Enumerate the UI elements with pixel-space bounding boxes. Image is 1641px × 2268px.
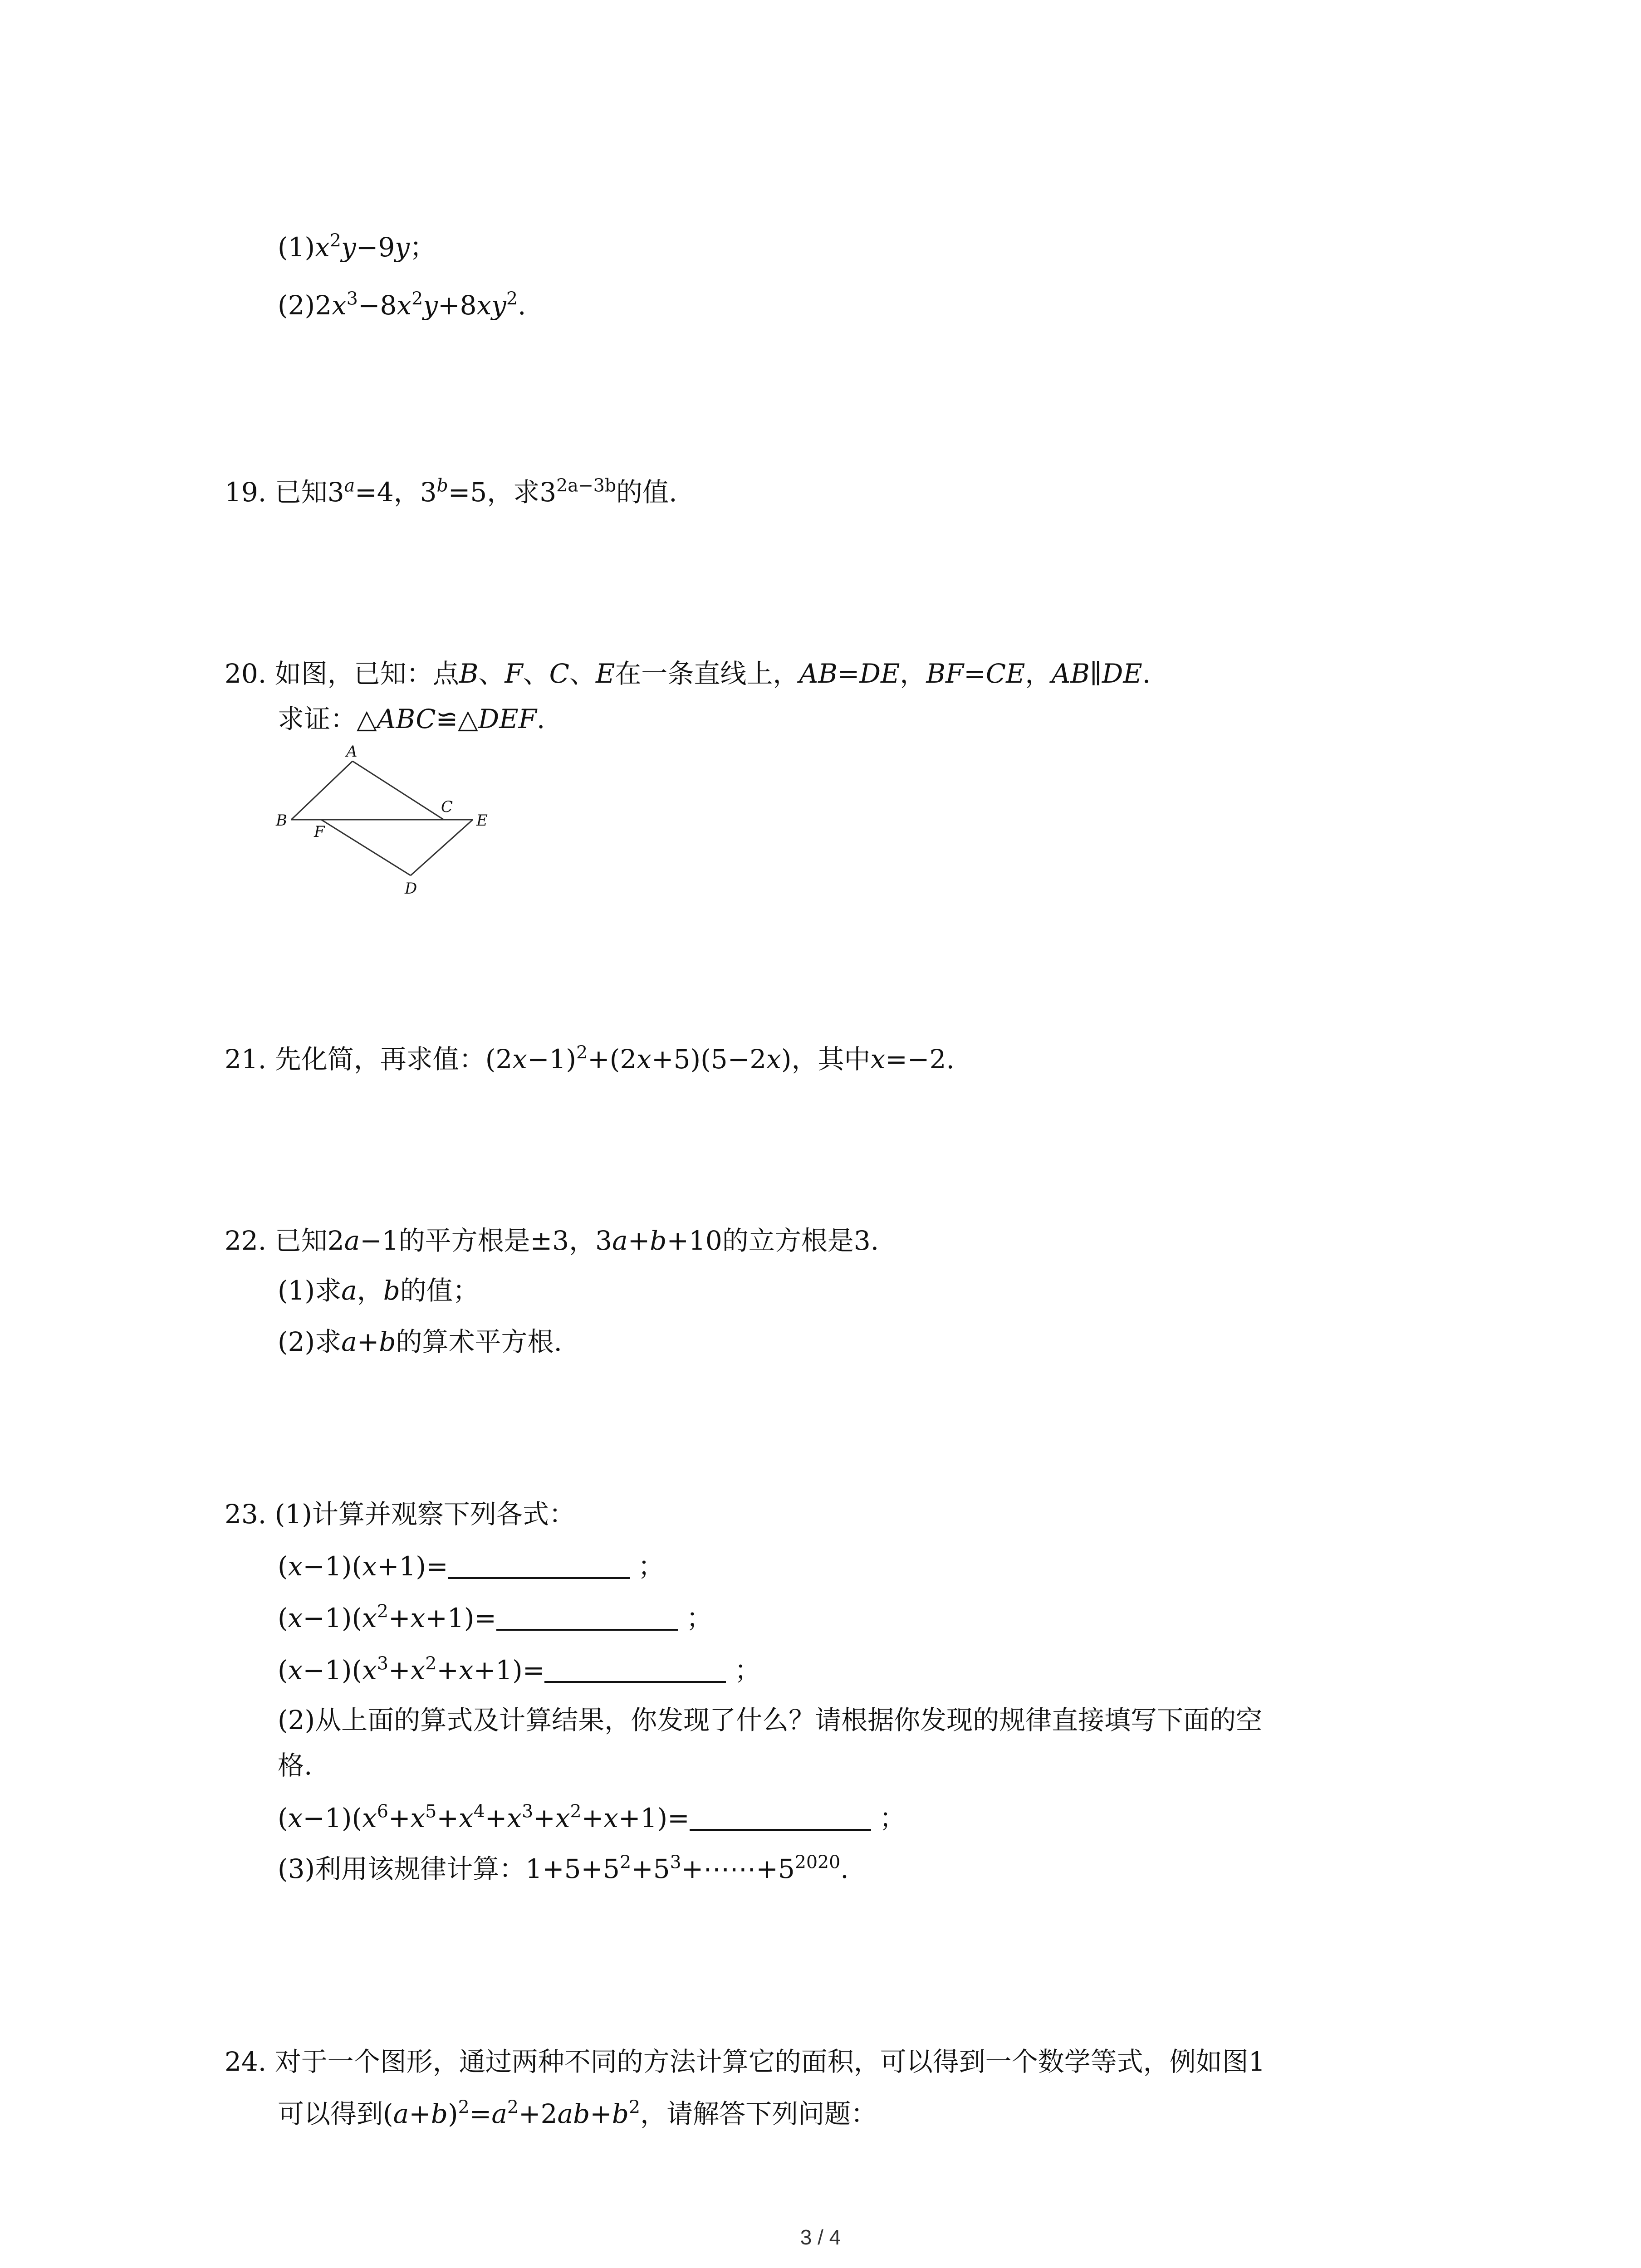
answer-blank-2[interactable] — [496, 1603, 678, 1631]
question-22-line1: 22. 已知2a−1的平方根是±3，3a+b+10的立方根是3. — [225, 1225, 879, 1256]
question-23-header: 23. (1)计算并观察下列各式： — [225, 1499, 575, 1530]
segment-fd — [321, 820, 411, 875]
label-c: C — [441, 798, 453, 816]
q23-row3: $(x-1)(x^3+x^2+x+1)=$ ； — [278, 1653, 761, 1686]
answer-blank-3[interactable] — [544, 1655, 726, 1683]
label-b: B — [276, 811, 287, 830]
question-20-line1: 20. 如图，已知：点B、F、C、E在一条直线上，AB=DE，BF=CE，AB∥DE. — [225, 658, 1151, 689]
answer-blank-4[interactable] — [690, 1803, 871, 1831]
label-a: A — [346, 743, 358, 761]
question-22-part2: (2)求a+b的算术平方根. — [278, 1326, 562, 1357]
label-e: E — [476, 811, 488, 830]
q23-part2: (2)从上面的算式及计算结果，你发现了什么？请根据你发现的规律直接填写下面的空 — [278, 1705, 1263, 1735]
q23-row4: $(x-1)(x^6+x^5+x^4+x^3+x^2+x+1)=$ ； — [278, 1801, 906, 1833]
question-22-part1: (1)求a，b的值； — [278, 1275, 479, 1306]
question-19: 19. 已知$3^a=4$，$3^b=5$，求$3^{2a-3b}$的值. — [225, 475, 677, 508]
q23-row1: (x−1)(x+1)= ； — [278, 1551, 665, 1582]
question-24-line2: 可以得到$(a+b)^2=a^2+2ab+b^2$，请解答下列问题： — [278, 2097, 877, 2129]
page-number: 3 / 4 — [800, 2225, 841, 2249]
question-21: 21. 先化简，再求值：$(2x-1)^2+(2x+5)(5-2x)$，其中x=−2. — [225, 1042, 955, 1075]
answer-blank-1[interactable] — [448, 1551, 630, 1579]
q23-part2-cont: 格. — [278, 1750, 313, 1781]
q18-part2: $(2)2x^3-8x^2y+8xy^2$. — [278, 288, 526, 321]
label-d: D — [405, 880, 417, 898]
q18-part1: $(1)x^2y-9y$； — [278, 230, 436, 263]
label-f: F — [314, 823, 325, 841]
triangle-figure — [272, 739, 508, 898]
q23-row2: $(x-1)(x^2+x+1)=$ ； — [278, 1601, 713, 1633]
segment-ab — [291, 761, 353, 820]
segment-ac — [353, 761, 444, 820]
q23-part3: (3)利用该规律计算：$1+5+5^2+5^3+\cdots\cdots+5^{2020}$. — [278, 1852, 849, 1884]
segment-de — [411, 820, 473, 875]
question-24-line1: 24. 对于一个图形，通过两种不同的方法计算它的面积，可以得到一个数学等式，例如图1 — [225, 2046, 1265, 2077]
question-20-line2: 求证：△ABC≌△DEF. — [278, 704, 545, 734]
